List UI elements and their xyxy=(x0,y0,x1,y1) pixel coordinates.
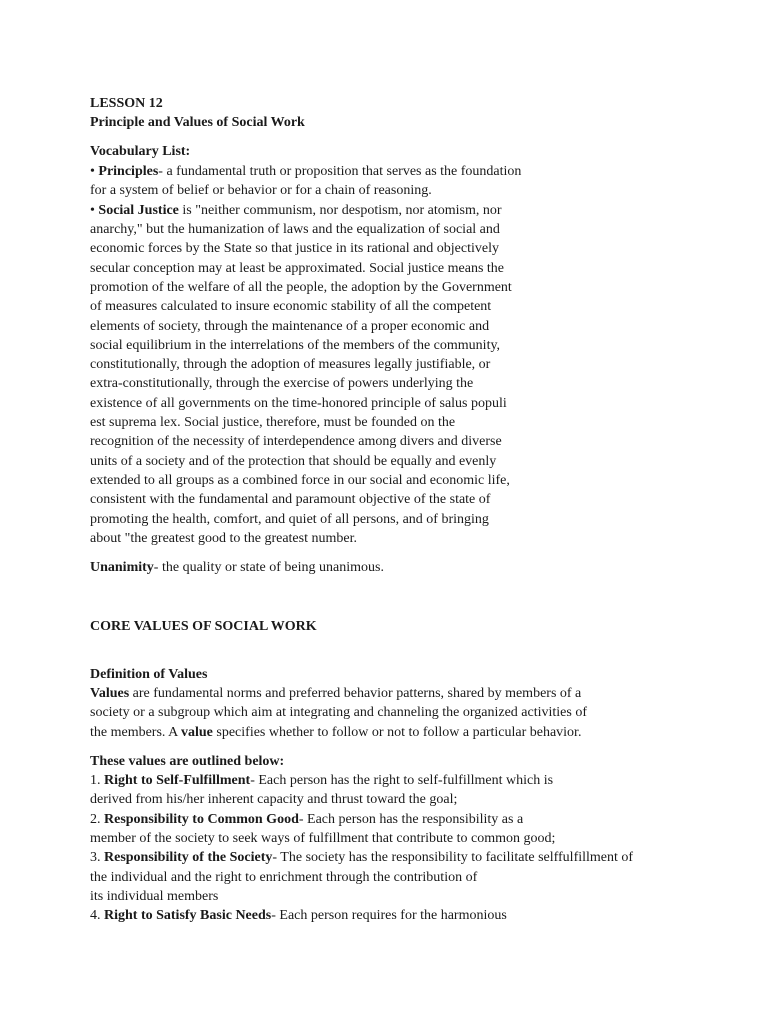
value-item-line: the individual and the right to enrichment through the contribution of xyxy=(90,869,478,885)
social-justice-line: anarchy," but the humanization of laws and the equalization of social and xyxy=(90,222,500,237)
value-item-term: Right to Self-Fulfillment xyxy=(104,773,251,788)
social-justice-entry: • Social Justice is "neither communism, nor despotism, nor atomism, nor xyxy=(90,203,502,218)
social-justice-line: consistent with the fundamental and paramount objective of the state of xyxy=(90,492,491,508)
value-item-line: its individual members xyxy=(90,888,219,904)
social-justice-line: about "the greatest good to the greatest number. xyxy=(90,530,357,546)
lesson-title: Principle and Values of Social Work xyxy=(90,115,305,130)
social-justice-line: constitutionally, through the adoption of measures legally justifiable, or xyxy=(90,357,491,373)
definition-line: Values are fundamental norms and preferred behavior patterns, shared by members of a xyxy=(90,686,582,701)
principles-term: Principles xyxy=(98,164,159,179)
social-justice-line: promoting the health, comfort, and quiet of all persons, and of bringing xyxy=(90,511,489,527)
value-item: 1. Right to Self-Fulfillment- Each person has the right to self-fulfillment which is xyxy=(90,773,554,788)
outlined-heading: These values are outlined below: xyxy=(90,754,285,769)
value-item-term: Right to Satisfy Basic Needs xyxy=(104,908,272,924)
social-justice-line: promotion of the welfare of all the people, the adoption by the Government xyxy=(90,279,512,295)
social-justice-line: economic forces by the State so that justice in its rational and objectively xyxy=(90,241,499,257)
principles-def-line: for a system of belief or behavior or for a chain of reasoning. xyxy=(90,183,432,198)
value-item-line: member of the society to seek ways of fulfillment that contribute to common good; xyxy=(90,830,556,846)
unanimity-entry: Unanimity- the quality or state of being unanimous. xyxy=(90,560,384,575)
value-item-term: Responsibility of the Society xyxy=(104,850,273,866)
definition-line: the members. A value specifies whether to follow or not to follow a particular behavior. xyxy=(90,725,582,740)
social-justice-line: recognition of the necessity of interdependence among divers and diverse xyxy=(90,434,502,450)
social-justice-line: extra-constitutionally, through the exercise of powers underlying the xyxy=(90,376,474,392)
value-item: 2. Responsibility to Common Good- Each person has the responsibility as a xyxy=(90,811,524,827)
social-justice-line: secular conception may at least be approximated. Social justice means the xyxy=(90,260,505,276)
definition-heading: Definition of Values xyxy=(90,667,208,682)
unanimity-term: Unanimity xyxy=(90,560,154,575)
vocabulary-heading: Vocabulary List: xyxy=(90,144,191,159)
values-term: Values xyxy=(90,686,130,701)
value-term: value xyxy=(181,725,213,740)
social-justice-line: extended to all groups as a combined force in our social and economic life, xyxy=(90,472,510,488)
social-justice-term: Social Justice xyxy=(98,203,179,218)
social-justice-line: units of a society and of the protection that should be equally and evenly xyxy=(90,453,497,469)
social-justice-line: elements of society, through the maintenance of a proper economic and xyxy=(90,318,490,334)
social-justice-line: existence of all governments on the time-honored principle of salus populi xyxy=(90,395,507,411)
definition-line: society or a subgroup which aim at integrating and channeling the organized activities of xyxy=(90,705,587,720)
value-item-line: derived from his/her inherent capacity and thrust toward the goal; xyxy=(90,792,458,808)
value-item: 4. Right to Satisfy Basic Needs- Each person requires for the harmonious xyxy=(90,908,507,924)
value-item-term: Responsibility to Common Good xyxy=(104,811,299,827)
lesson-number: LESSON 12 xyxy=(90,96,163,111)
core-values-heading: CORE VALUES OF SOCIAL WORK xyxy=(90,619,317,634)
social-justice-line: social equilibrium in the interrelations of the members of the community, xyxy=(90,337,501,353)
principles-entry: • Principles- a fundamental truth or proposition that serves as the foundation xyxy=(90,164,522,179)
value-item: 3. Responsibility of the Society- The society has the responsibility to facilitate selffulfillment of xyxy=(90,850,634,866)
social-justice-line: of measures calculated to insure economic stability of all the competent xyxy=(90,299,492,315)
social-justice-line: est suprema lex. Social justice, therefore, must be founded on the xyxy=(90,415,456,430)
